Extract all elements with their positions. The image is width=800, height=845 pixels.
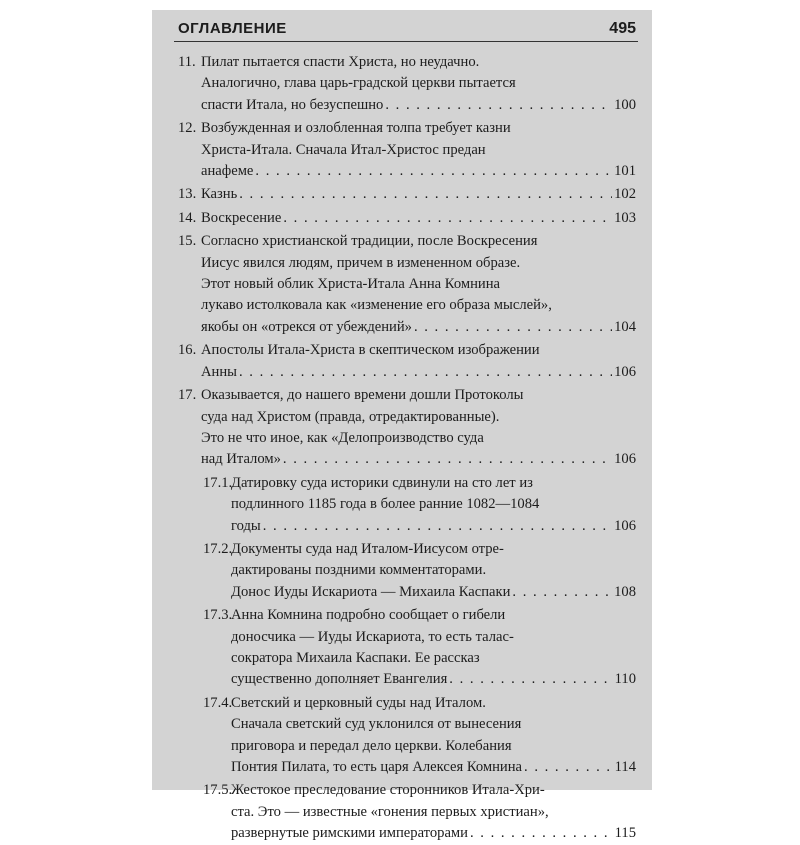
toc-entry bbox=[174, 473, 638, 537]
toc-entry bbox=[174, 385, 638, 471]
toc-entry-number: 17. bbox=[178, 387, 197, 404]
toc-entry-page: 106 bbox=[614, 517, 636, 534]
toc-entry-number: 17.1. bbox=[203, 474, 233, 491]
toc-entry-text-line: Иисус явился людям, причем в измененном образе. bbox=[201, 254, 521, 271]
toc-entry-text-line: Жестокое преследование сторонников Итала-Хри- bbox=[231, 782, 545, 799]
toc-entry-last-line bbox=[231, 516, 636, 537]
toc-entry-text-line: Казнь bbox=[201, 186, 238, 203]
toc-entry-page: 110 bbox=[614, 671, 636, 688]
toc-entry bbox=[174, 231, 638, 338]
toc-entry bbox=[174, 693, 638, 779]
toc-entry bbox=[174, 605, 638, 691]
toc-entry-number: 15. bbox=[178, 233, 197, 250]
dot-leader bbox=[512, 582, 612, 603]
page-number: 495 bbox=[609, 20, 636, 37]
toc-entry-text-line: Апостолы Итала-Христа в скептическом изображении bbox=[201, 342, 540, 359]
dot-leader bbox=[524, 757, 613, 778]
dot-leader bbox=[470, 823, 613, 844]
toc-entry bbox=[174, 118, 638, 182]
toc-entry-page: 115 bbox=[614, 825, 636, 842]
toc-entry-text-line: якобы он «отрекся от убеждений» bbox=[201, 318, 412, 335]
toc-entry-text-line: доносчика — Иуды Искариота, то есть талас- bbox=[231, 628, 514, 645]
toc-entry-text-line: Светский и церковный суды над Италом. bbox=[231, 694, 486, 711]
toc-entry bbox=[174, 208, 638, 229]
toc-entry-text-line: Анны bbox=[201, 363, 237, 380]
toc-entry-text-line: Согласно христианской традиции, после Воскресения bbox=[201, 233, 538, 250]
toc-entry-text-line: Понтия Пилата, то есть царя Алексея Комнина bbox=[231, 759, 523, 775]
page-title: ОГЛАВЛЕНИЕ bbox=[178, 20, 287, 37]
dot-leader bbox=[414, 317, 612, 338]
toc-entry-number: 17.4. bbox=[203, 694, 233, 711]
toc-entry bbox=[174, 340, 638, 383]
dot-leader bbox=[283, 208, 612, 229]
toc-entry-text-line: спасти Итала, но безуспешно bbox=[201, 96, 384, 113]
dot-leader bbox=[239, 184, 612, 205]
toc-entry-text-line: анафеме bbox=[201, 163, 254, 180]
toc-entry-text-line: дактированы поздними комментаторами. bbox=[231, 562, 487, 579]
toc-entry-page: 103 bbox=[614, 209, 636, 226]
toc-entry-text-line: Возбужденная и озлобленная толпа требует казни bbox=[201, 120, 511, 137]
dot-leader bbox=[255, 161, 612, 182]
toc-entry-text-line: развернутые римскими императорами bbox=[231, 825, 468, 842]
toc-entry bbox=[174, 52, 638, 116]
toc-entry-text-line: Аналогично, глава царь-градской церкви пытается bbox=[201, 75, 516, 92]
toc-entry-text-line: Датировку суда историки сдвинули на сто лет из bbox=[231, 474, 533, 491]
toc-entry-number: 12. bbox=[178, 120, 197, 137]
toc-entry-text-line: Анна Комнина подробно сообщает о гибели bbox=[231, 607, 506, 624]
toc-entry-last-line bbox=[201, 95, 636, 116]
toc-entry-text-line: Оказывается, до нашего времени дошли Протоколы bbox=[201, 387, 524, 404]
toc-entry-page: 106 bbox=[614, 451, 636, 468]
toc-entry-last-line bbox=[201, 449, 636, 470]
dot-leader bbox=[283, 449, 612, 470]
toc-entry-text-line: Христа-Итала. Сначала Итал-Христос предан bbox=[201, 141, 486, 158]
toc-entry bbox=[174, 184, 638, 205]
toc-entry-page: 101 bbox=[614, 163, 636, 180]
toc-entry-text-line: суда над Христом (правда, отредактированные). bbox=[201, 408, 500, 425]
toc-entry-text-line: сократора Михаила Каспаки. Ее рассказ bbox=[231, 649, 480, 666]
toc-entry bbox=[174, 780, 638, 844]
toc-entry-last-line bbox=[231, 669, 636, 690]
toc-entry-last-line bbox=[231, 582, 636, 603]
toc-entry-number: 17.2. bbox=[203, 540, 233, 557]
toc-entry-number: 17.5. bbox=[203, 782, 233, 799]
toc-entry-text-line: подлинного 1185 года в более ранние 1082—1084 bbox=[231, 496, 540, 513]
book-page bbox=[152, 10, 652, 842]
toc-entry-text-line: ста. Это — известные «гонения первых христиан», bbox=[231, 803, 549, 820]
toc-entry-number: 13. bbox=[178, 186, 197, 203]
toc-entry-last-line bbox=[201, 184, 636, 205]
toc-entry-page: 106 bbox=[614, 363, 636, 380]
toc-entry-last-line bbox=[231, 757, 636, 778]
toc-entry-text-line: Воскресение bbox=[201, 209, 282, 226]
toc-entry-number: 14. bbox=[178, 209, 197, 226]
toc-entry-page: 102 bbox=[614, 186, 636, 203]
dot-leader bbox=[449, 669, 612, 690]
toc-entry-text-line: Сначала светский суд уклонился от вынесения bbox=[231, 716, 522, 733]
table-of-contents bbox=[174, 52, 638, 845]
toc-entry-number: 16. bbox=[178, 342, 197, 359]
toc-entry-page: 104 bbox=[614, 318, 636, 335]
toc-entry-last-line bbox=[201, 208, 636, 229]
toc-entry-text-line: Этот новый облик Христа-Итала Анна Комнина bbox=[201, 276, 500, 293]
toc-entry-page: 108 bbox=[614, 583, 636, 600]
toc-entry-text-line: годы bbox=[231, 517, 261, 534]
toc-entry-text-line: Документы суда над Италом-Иисусом отре- bbox=[231, 540, 504, 557]
toc-entry-text-line: лукаво истолковала как «изменение его образа мыслей», bbox=[201, 297, 552, 314]
toc-entry-text-line: Это не что иное, как «Делопроизводство суда bbox=[201, 429, 484, 446]
dot-leader bbox=[263, 516, 612, 537]
dot-leader bbox=[239, 362, 612, 383]
toc-entry-text-line: приговора и передал дело церкви. Колебания bbox=[231, 737, 512, 754]
toc-entry-last-line bbox=[201, 317, 636, 338]
toc-entry-text-line: Донос Иуды Искариота — Михаила Каспаки bbox=[231, 583, 511, 600]
toc-entry-number: 17.3. bbox=[203, 607, 233, 624]
toc-entry-last-line bbox=[231, 823, 636, 844]
toc-entry-last-line bbox=[201, 362, 636, 383]
toc-entry-page: 114 bbox=[614, 759, 636, 775]
toc-entry-text-line: Пилат пытается спасти Христа, но неудачно. bbox=[201, 54, 480, 70]
toc-entry bbox=[174, 539, 638, 603]
toc-entry-page: 100 bbox=[614, 96, 636, 113]
toc-entry-number: 11. bbox=[178, 54, 196, 70]
toc-entry-text-line: над Италом» bbox=[201, 451, 281, 468]
toc-entry-last-line bbox=[201, 161, 636, 182]
page-header bbox=[174, 20, 638, 42]
dot-leader bbox=[385, 95, 612, 116]
toc-entry-text-line: существенно дополняет Евангелия bbox=[231, 671, 448, 688]
